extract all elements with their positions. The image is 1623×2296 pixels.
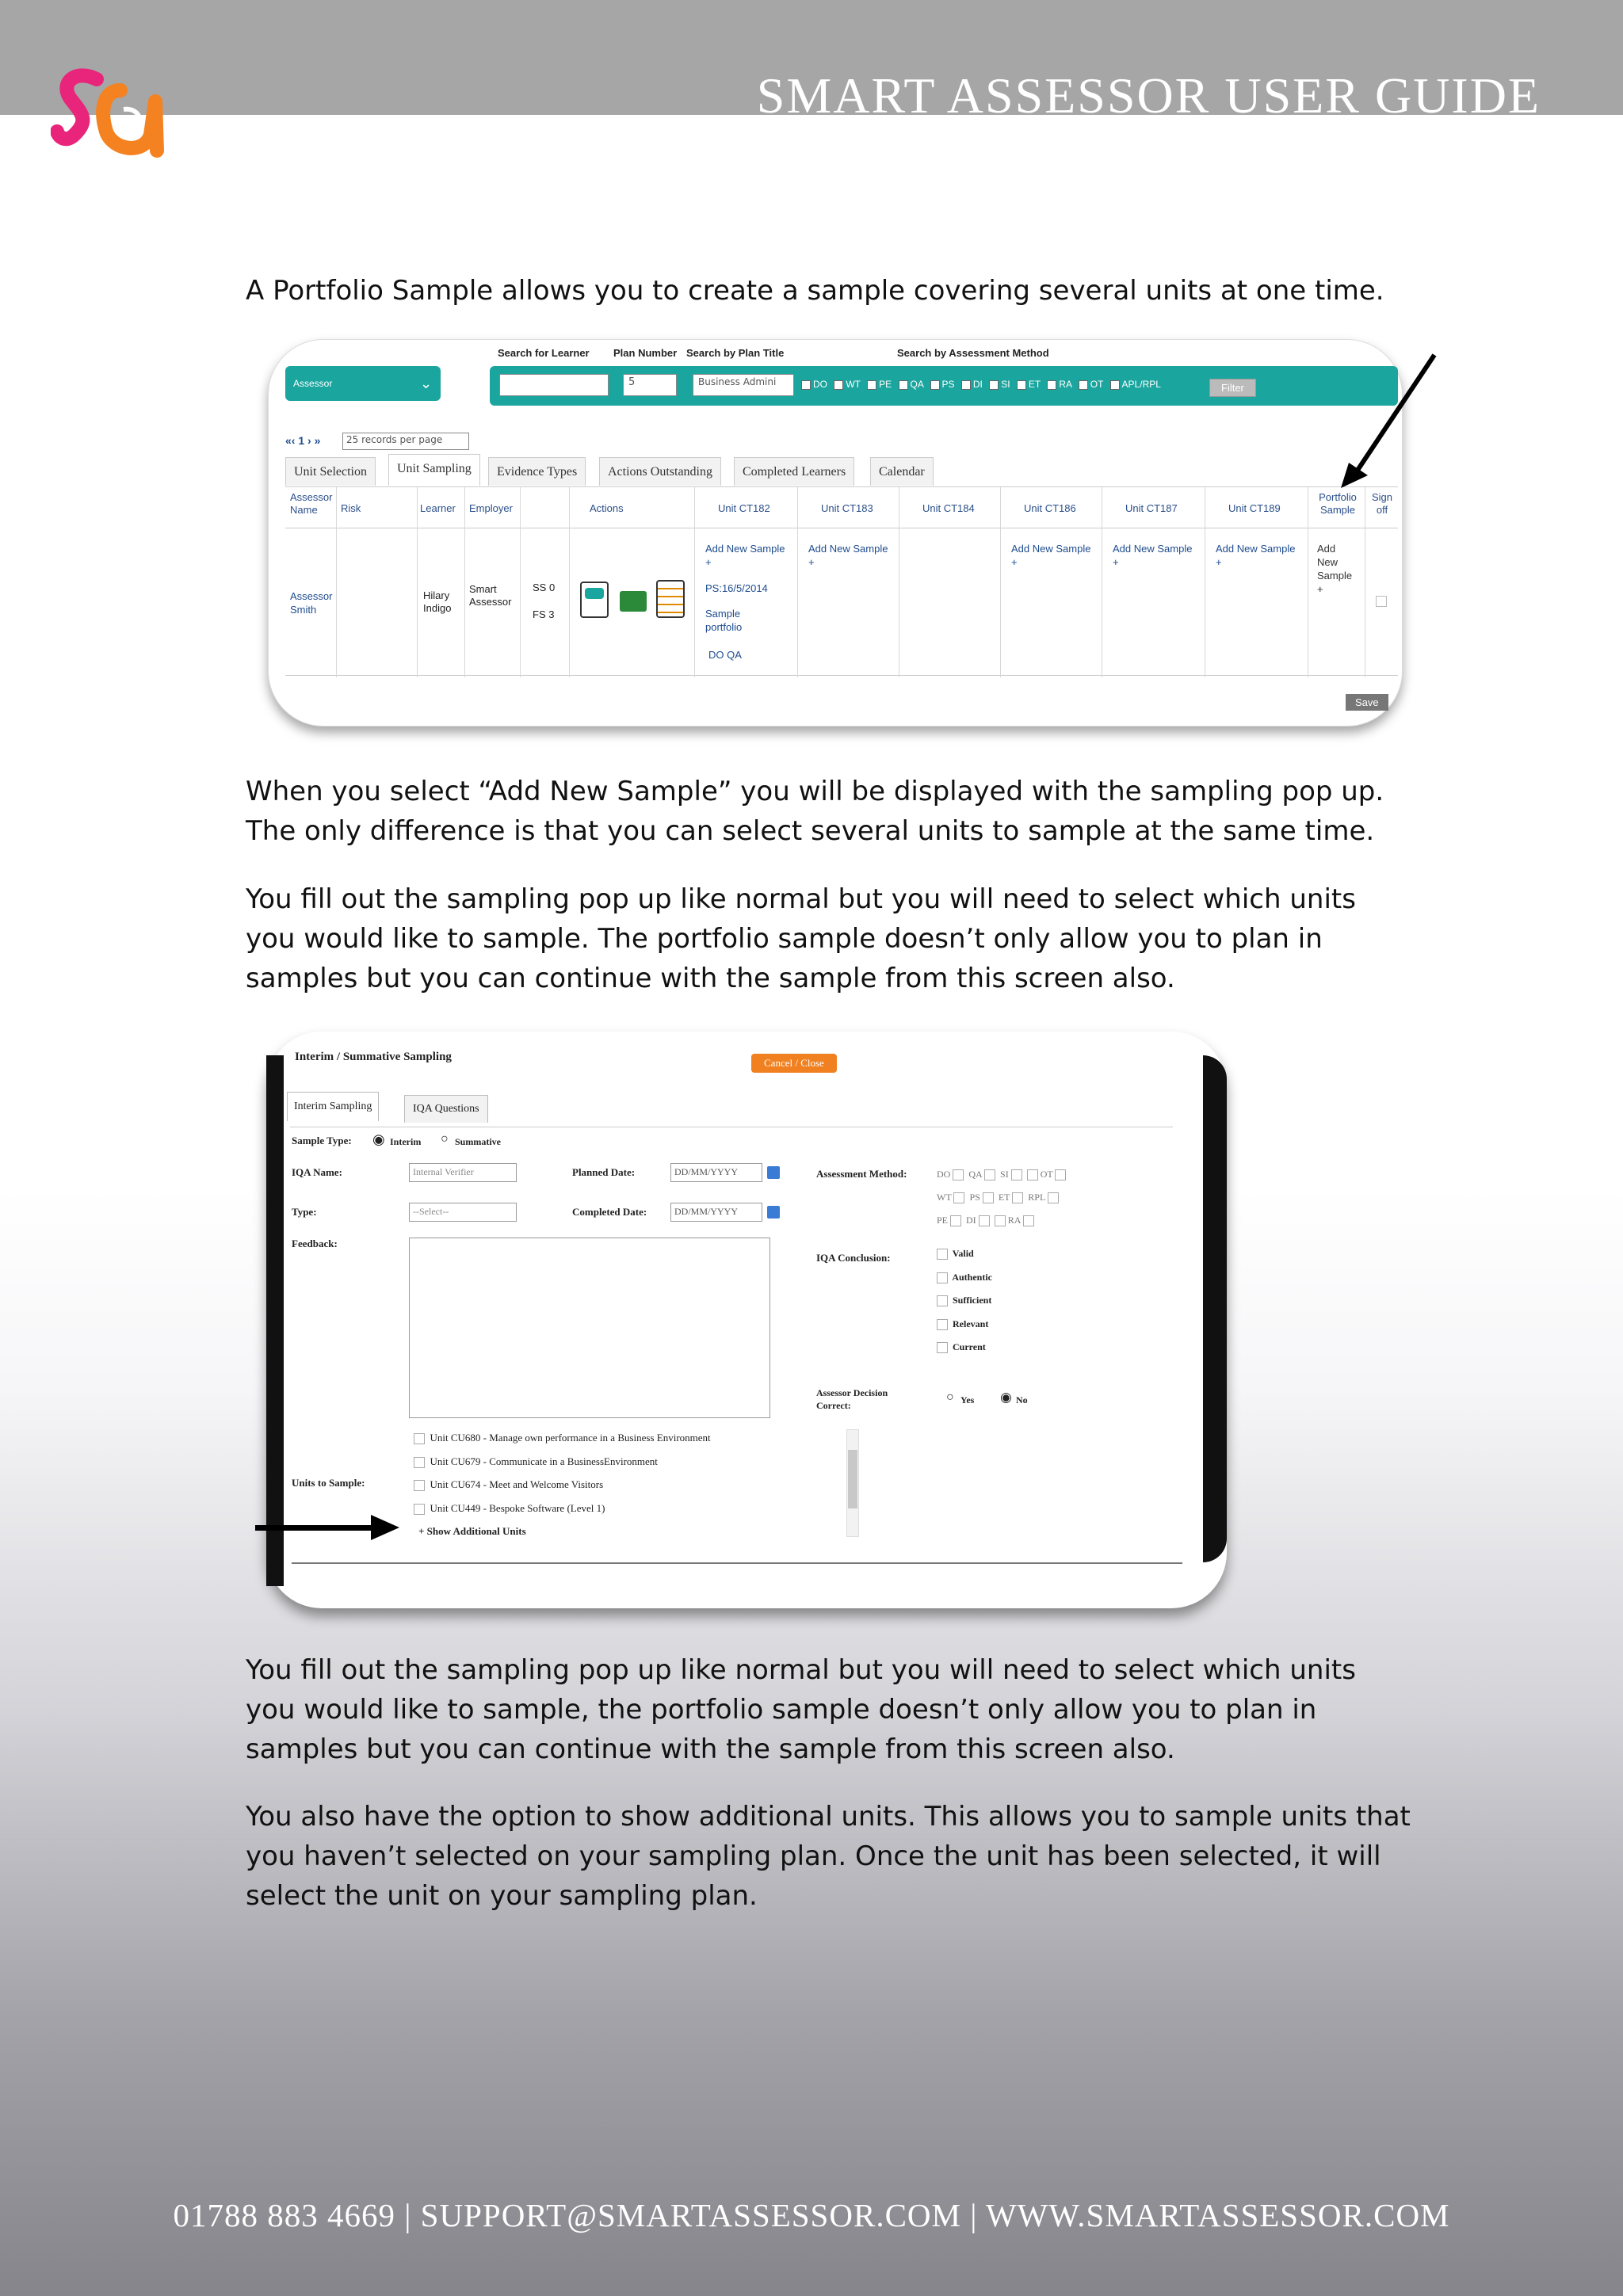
tab-evidence-types[interactable]: Evidence Types [488, 457, 586, 486]
unit-label: Unit CU674 - Meet and Welcome Visitors [430, 1478, 604, 1490]
tab-interim-sampling[interactable]: Interim Sampling [287, 1092, 379, 1121]
add-new-sample-link[interactable]: Add New Sample + [1113, 543, 1193, 568]
col-unit-ct187: Unit CT187 [1125, 502, 1178, 514]
unit-checkbox[interactable] [414, 1504, 425, 1515]
method-label: RA [1007, 1215, 1021, 1226]
document-icon[interactable] [580, 582, 609, 618]
label-interim: Interim [390, 1136, 422, 1147]
plan-number-input[interactable]: 5 [623, 374, 677, 396]
method-label: PE [937, 1215, 949, 1226]
sign-off-checkbox[interactable] [1376, 596, 1387, 607]
method-checkbox[interactable] [930, 380, 940, 390]
col-sign-off: Sign off [1371, 491, 1393, 516]
conclusion-checkbox[interactable] [937, 1249, 948, 1260]
unit-checkbox[interactable] [414, 1480, 425, 1491]
guide-title: SMART ASSESSOR USER GUIDE [756, 67, 1541, 124]
decision-no-radio[interactable]: ◉ [1000, 1390, 1012, 1405]
label-yes: Yes [960, 1394, 975, 1405]
filter-button[interactable]: Filter [1209, 379, 1256, 397]
label-iqa-name: IQA Name: [292, 1166, 342, 1178]
tab-actions-outstanding[interactable]: Actions Outstanding [599, 457, 721, 486]
popup-bottom-rule [292, 1562, 1182, 1564]
intro-paragraph: A Portfolio Sample allows you to create a sample covering several units at one time. [246, 275, 1384, 307]
paragraph-add-new-sample: When you select “Add New Sample” you will be displayed with the sampling pop up. The only difference is that you can select several units to sample at the same time. [246, 776, 1384, 847]
method-checkbox[interactable] [1048, 1192, 1059, 1203]
method-label: DO [937, 1169, 951, 1180]
col-divider [694, 487, 695, 677]
method-label: RPL [1028, 1192, 1045, 1203]
method-label: WT [846, 379, 861, 390]
method-checkbox[interactable] [867, 380, 876, 390]
method-label: QA [910, 379, 924, 390]
learner-search-input[interactable] [499, 374, 609, 396]
method-checkbox[interactable] [1017, 380, 1026, 390]
label-feedback: Feedback: [292, 1238, 338, 1249]
save-button[interactable]: Save [1346, 694, 1388, 711]
employer-cell: Smart Assessor [469, 583, 512, 608]
method-label: PS [969, 1192, 980, 1203]
conclusion-label: Sufficient [953, 1295, 992, 1306]
tab-unit-sampling[interactable]: Unit Sampling [388, 454, 480, 486]
method-label: DI [972, 379, 983, 390]
popup-left-edge [266, 1055, 284, 1586]
col-learner: Learner [420, 502, 456, 514]
label-type: Type: [292, 1206, 317, 1218]
learner-cell: Hilary Indigo [423, 589, 452, 614]
method-checkbox[interactable] [899, 380, 908, 390]
method-label: ET [1028, 379, 1041, 390]
label-units-to-sample: Units to Sample: [292, 1477, 365, 1489]
col-actions: Actions [590, 502, 624, 514]
col-employer: Employer [469, 502, 513, 514]
role-value: Assessor [293, 378, 333, 389]
calendar-icon[interactable] [767, 1206, 780, 1219]
unit-label: Unit CU449 - Bespoke Software (Level 1) [430, 1501, 605, 1514]
method-checkbox[interactable] [995, 1215, 1006, 1226]
add-new-sample-link[interactable]: Add New Sample + [705, 543, 785, 568]
planned-date-input[interactable]: DD/MM/YYYY [670, 1163, 762, 1182]
col-divider [797, 487, 798, 677]
footer-contact: 01788 883 4669 | SUPPORT@SMARTASSESSOR.COM | WWW.SMARTASSESSOR.COM [173, 2197, 1450, 2233]
paragraph-fill-sampling: You fill out the sampling pop up like normal but you will need to select which units you would like to sample. The portfolio sample doesn’t only allow you to plan in samples but you can continue with the sample from this screen also. [246, 883, 1356, 994]
calendar-icon[interactable] [767, 1166, 780, 1179]
method-label: PE [879, 379, 892, 390]
label-plan-number: Plan Number [613, 347, 678, 359]
label-completed-date: Completed Date: [572, 1206, 647, 1218]
method-checkbox[interactable] [1079, 380, 1088, 390]
method-checkbox[interactable] [961, 380, 971, 390]
label-plan-title: Search by Plan Title [686, 347, 785, 359]
col-unit-ct184: Unit CT184 [922, 502, 975, 514]
method-checkbox[interactable] [1110, 380, 1120, 390]
label-sample-type: Sample Type: [292, 1135, 352, 1146]
planned-sample-date[interactable]: PS:16/5/2014 [705, 582, 768, 594]
col-divider [569, 487, 570, 677]
arrow-to-additional-units [255, 1525, 390, 1531]
tab-iqa-questions[interactable]: IQA Questions [404, 1095, 488, 1123]
conclusion-checkbox[interactable] [937, 1319, 948, 1330]
label-summative: Summative [455, 1136, 501, 1147]
label-iqa-conclusion: IQA Conclusion: [816, 1252, 891, 1264]
table-bottom-border [285, 675, 1398, 676]
method-label: SI [1000, 1169, 1009, 1180]
method-checkbox[interactable] [1023, 1215, 1034, 1226]
method-checkboxes [797, 379, 1161, 390]
iqa-conclusion-list [937, 1242, 992, 1360]
completed-date-input[interactable]: DD/MM/YYYY [670, 1203, 762, 1222]
label-search-learner: Search for Learner [498, 347, 590, 359]
conclusion-checkbox[interactable] [937, 1295, 948, 1306]
badge-icon [585, 588, 604, 599]
col-portfolio-sample: Portfolio Sample [1319, 491, 1357, 516]
interim-radio[interactable]: ◉ [372, 1131, 385, 1147]
method-checkbox[interactable] [834, 380, 843, 390]
chevron-down-icon: ⌄ [420, 376, 433, 391]
ss-count: SS 0 [533, 582, 556, 593]
plan-title-select[interactable]: Business Admini [693, 374, 794, 396]
method-checkbox[interactable] [1047, 380, 1056, 390]
smart-assessor-logo [51, 62, 170, 173]
method-label: DO [813, 379, 827, 390]
assessor-name-cell[interactable]: Assessor Smith [290, 590, 333, 616]
conclusion-label: Current [953, 1341, 986, 1352]
method-checkbox[interactable] [953, 1169, 964, 1180]
method-label: DI [966, 1215, 976, 1226]
col-divider [464, 487, 465, 677]
arrow-head-icon [371, 1513, 399, 1542]
method-checkbox[interactable] [1055, 1169, 1066, 1180]
units-list [414, 1426, 711, 1543]
add-new-sample-link[interactable]: Add New Sample + [1011, 543, 1091, 568]
assessment-method-grid [937, 1163, 1066, 1232]
col-divider [1000, 487, 1001, 677]
conclusion-label: Valid [952, 1248, 974, 1259]
label-assessment-method: Search by Assessment Method [897, 347, 1049, 359]
method-label: QA [968, 1169, 983, 1180]
header-bar [0, 0, 1623, 124]
col-unit-ct183: Unit CT183 [821, 502, 873, 514]
unit-label: Unit CU680 - Manage own performance in a Business Environment [430, 1432, 711, 1444]
label-no: No [1016, 1394, 1028, 1405]
fs-count: FS 3 [533, 608, 555, 620]
method-checkbox[interactable] [950, 1215, 961, 1226]
tab-completed-learners[interactable]: Completed Learners [734, 457, 854, 486]
method-checkbox[interactable] [953, 1192, 964, 1203]
paragraph-additional-units: You also have the option to show additional units. This allows you to sample units that you haven’t selected on your sampling plan. Once the unit has been selected, it will select the unit on your sampling plan. [246, 1801, 1411, 1912]
label-planned-date: Planned Date: [572, 1166, 636, 1178]
method-label: RA [1059, 379, 1072, 390]
conclusion-label: Authentic [952, 1271, 993, 1283]
col-divider [520, 487, 521, 677]
pagination-controls[interactable]: «‹ 1 › » [285, 434, 321, 447]
conclusion-label: Relevant [953, 1318, 989, 1329]
method-checkbox[interactable] [1011, 1169, 1022, 1180]
unit-checkbox[interactable] [414, 1457, 425, 1468]
method-checkbox[interactable] [989, 380, 999, 390]
col-divider [417, 487, 418, 677]
method-label: ET [998, 1192, 1010, 1203]
show-additional-units-link[interactable]: + Show Additional Units [418, 1525, 526, 1537]
method-label: WT [937, 1192, 952, 1203]
col-risk: Risk [341, 502, 361, 514]
iqa-name-select[interactable]: Internal Verifier [409, 1163, 517, 1182]
popup-title: Interim / Summative Sampling [295, 1051, 452, 1063]
decision-yes-radio[interactable]: ○ [946, 1390, 954, 1404]
summative-radio[interactable]: ○ [441, 1132, 449, 1146]
paragraph-fill-sampling-2: You fill out the sampling pop up like normal but you will need to select which units you would like to sample, the portfolio sample doesn’t only allow you to plan in samples but you can continue with the sample from this screen also. [246, 1654, 1356, 1765]
col-unit-ct189: Unit CT189 [1228, 502, 1281, 514]
method-label: APL/RPL [1121, 379, 1161, 390]
conclusion-checkbox[interactable] [937, 1272, 948, 1283]
arrow-to-portfolio-column [1338, 352, 1438, 491]
label-assessor-decision: Assessor Decision Correct: [816, 1387, 888, 1411]
method-checkbox[interactable] [1027, 1169, 1038, 1180]
popup-right-edge [1203, 1055, 1227, 1562]
unit-checkbox[interactable] [414, 1433, 425, 1444]
method-checkbox[interactable] [801, 380, 811, 390]
type-select[interactable]: --Select-- [409, 1203, 517, 1222]
add-new-sample-link[interactable]: Add New Sample + [1216, 543, 1296, 568]
tab-calendar[interactable]: Calendar [870, 457, 934, 486]
method-checkbox[interactable] [984, 1169, 995, 1180]
folder-icon[interactable] [620, 591, 647, 612]
col-assessor-name: Assessor Name [290, 491, 333, 516]
method-checkbox[interactable] [979, 1215, 990, 1226]
records-per-page-select[interactable]: 25 records per page [342, 433, 469, 450]
cancel-close-button[interactable]: Cancel / Close [751, 1054, 837, 1073]
feedback-textarea[interactable] [409, 1238, 770, 1418]
unit-label: Unit CU679 - Communicate in a BusinessEnvironment [430, 1455, 658, 1467]
sample-portfolio-link[interactable]: Sample portfolio [705, 608, 743, 633]
method-label: SI [1001, 379, 1010, 390]
add-new-sample-link[interactable]: Add New Sample + [808, 543, 888, 568]
portfolio-add-new-sample-link[interactable]: Add New Sample + [1317, 543, 1353, 595]
method-label: OT [1040, 1169, 1053, 1180]
method-label: PS [941, 379, 955, 390]
col-unit-ct182: Unit CT182 [718, 502, 770, 514]
method-checkbox[interactable] [983, 1192, 994, 1203]
method-label: OT [1090, 379, 1104, 390]
sample-methods: DO QA [708, 649, 742, 661]
table-top-border [285, 486, 1398, 487]
scrollbar-thumb[interactable] [848, 1450, 857, 1508]
col-unit-ct186: Unit CT186 [1024, 502, 1076, 514]
conclusion-checkbox[interactable] [937, 1342, 948, 1353]
label-assessment-method: Assessment Method: [816, 1168, 907, 1180]
tab-unit-selection[interactable]: Unit Selection [285, 457, 376, 486]
notes-icon[interactable] [656, 580, 685, 618]
col-divider [336, 487, 337, 677]
method-checkbox[interactable] [1012, 1192, 1023, 1203]
